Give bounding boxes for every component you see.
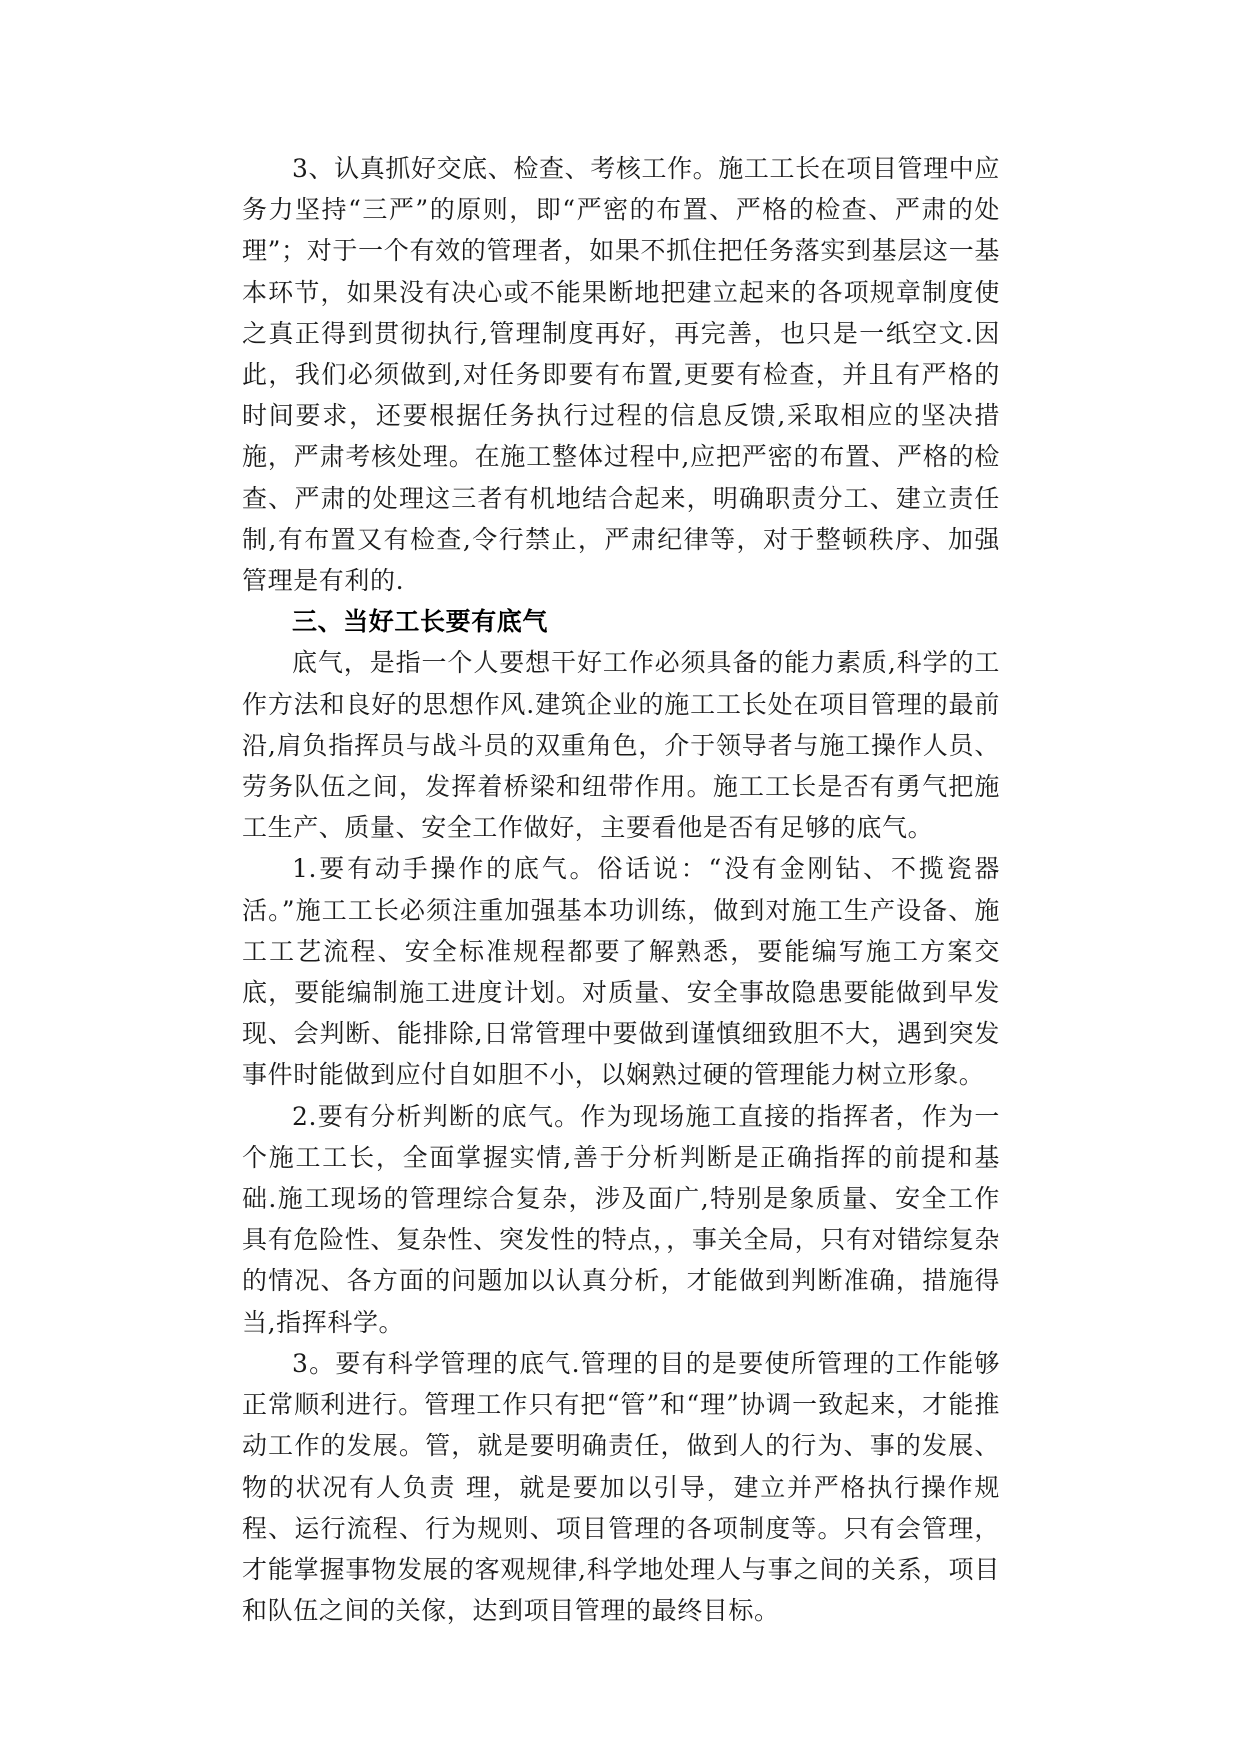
paragraph-analysis-judgment: 2.要有分析判断的底气。作为现场施工直接的指挥者，作为一个施工工长，全面掌握实情,善于分析判断是正确指挥的前提和基础.施工现场的管理综合复杂，涉及面广,特别是象质量、安全工作具有危险性、复杂性、突发性的特点，，事关全局，只有对错综复杂的情况、各方面的问题加以认真分析，才能做到判断准确，措施得当,指挥科学。 bbox=[242, 1101, 1000, 1337]
document-page bbox=[242, 148, 1000, 1631]
section-heading-confidence: 三、当好工长要有底气 bbox=[292, 607, 549, 637]
paragraph-scientific-management: 3。要有科学管理的底气.管理的目的是要使所管理的工作能够正常顺利进行。管理工作只有把“管”和“理”协调一致起来，才能推动工作的发展。管，就是要明确责任，做到人的行为、事的发展、物的状况有人负责 理，就是要加以引导，建立并严格执行操作规程、运行流程、行为规则、项目管理的各项制度等。只有会管理，才能掌握事物发展的客观规律,科学地处理人与事之间的关系，项目和队伍之间的关傢，达到项目管理的最终目标。 bbox=[242, 1348, 1000, 1626]
paragraph-confidence-intro: 底气，是指一个人要想干好工作必须具备的能力素质,科学的工作方法和良好的思想作风.建筑企业的施工工长处在项目管理的最前沿,肩负指挥员与战斗员的双重角色，介于领导者与施工操作人员、劳务队伍之间，发挥着桥梁和纽带作用。施工工长是否有勇气把施工生产、质量、安全工作做好，主要看他是否有足够的底气。 bbox=[242, 648, 1000, 843]
paragraph-assignment-inspection: 3、认真抓好交底、检查、考核工作。施工工长在项目管理中应务力坚持“三严”的原则，即“严密的布置、严格的检查、严肃的处理”；对于一个有效的管理者，如果不抓住把任务落实到基层这一基本环节，如果没有决心或不能果断地把建立起来的各项规章制度使之真正得到贯彻执行,管理制度再好，再完善，也只是一纸空文.因此，我们必须做到,对任务即要有布置,更要有检查，并且有严格的时间要求，还要根据任务执行过程的信息反馈,采取相应的坚决措施，严肃考核处理。在施工整体过程中,应把严密的布置、严格的检查、严肃的处理这三者有机地结合起来，明确职责分工、建立责任制,有布置又有检查,令行禁止，严肃纪律等，对于整顿秩序、加强管理是有利的. bbox=[242, 154, 1000, 596]
paragraph-hands-on-skill: 1.要有动手操作的底气。俗话说：“没有金刚钻、不揽瓷器活。”施工工长必须注重加强基本功训练，做到对施工生产设备、施工工艺流程、安全标准规程都要了解熟悉，要能编写施工方案交底，要能编制施工进度计划。对质量、安全事故隐患要能做到早发现、会判断、能排除,日常管理中要做到谨慎细致胆不大，遇到突发事件时能做到应付自如胆不小，以娴熟过硬的管理能力树立形象。 bbox=[242, 854, 1000, 1090]
